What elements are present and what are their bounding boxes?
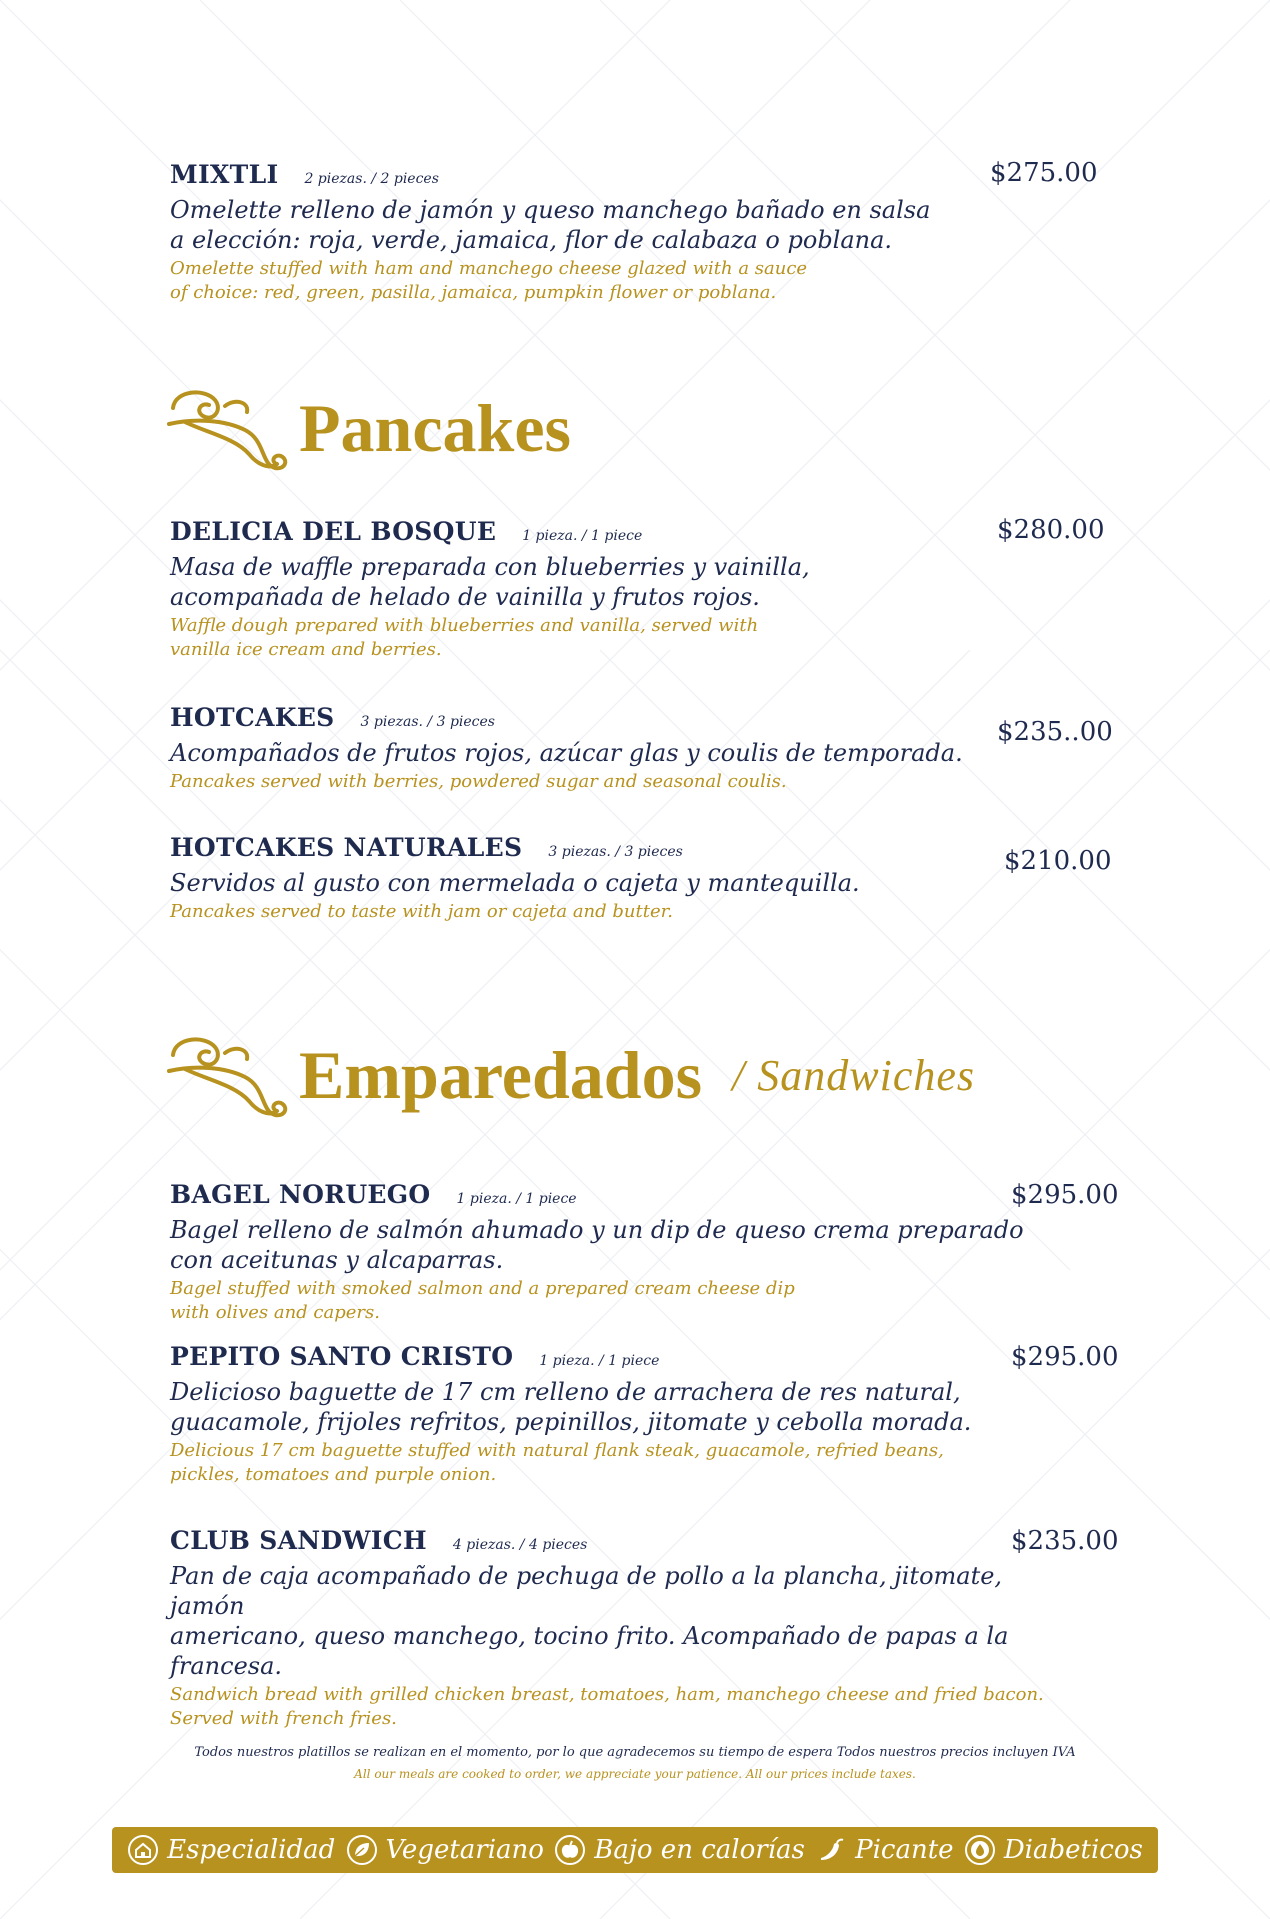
menu-item-bagel-noruego bbox=[170, 1180, 1070, 1325]
item-price: $295.00 bbox=[1011, 1180, 1119, 1210]
legend-label: Picante bbox=[855, 1835, 954, 1865]
item-description-en: Pancakes served with berries, powdered sugar and seasonal coulis. bbox=[170, 771, 787, 792]
chef-house-icon bbox=[127, 1834, 159, 1866]
item-price: $235.00 bbox=[1011, 1526, 1119, 1556]
item-qty: 1 pieza. / 1 piece bbox=[539, 1353, 660, 1369]
section-heading: Pancakes bbox=[299, 389, 571, 466]
item-name: PEPITO SANTO CRISTO bbox=[170, 1342, 514, 1371]
legend-item-especialidad bbox=[127, 1834, 335, 1866]
item-description-en: Pancakes served to taste with jam or cajeta and butter. bbox=[170, 901, 673, 922]
item-qty: 1 pieza. / 1 piece bbox=[456, 1191, 577, 1207]
item-description-es: Bagel relleno de salmón ahumado y un dip de queso crema preparado con aceitunas y alcaparras. bbox=[170, 1216, 1024, 1274]
chili-icon bbox=[815, 1834, 847, 1866]
item-qty: 2 piezas. / 2 pieces bbox=[304, 171, 439, 187]
flourish-ornament-icon bbox=[165, 378, 295, 478]
menu-item-hotcakes-naturales bbox=[170, 833, 1070, 924]
legend-label: Bajo en calorías bbox=[594, 1835, 805, 1865]
item-name: MIXTLI bbox=[170, 160, 279, 189]
legend-item-vegetariano bbox=[346, 1834, 544, 1866]
menu-item-mixtli bbox=[170, 160, 1070, 305]
item-name: DELICIA DEL BOSQUE bbox=[170, 517, 497, 546]
item-description-en: Sandwich bread with grilled chicken breast, tomatoes, ham, manchego cheese and fried bacon. Served with french fries. bbox=[170, 1684, 1044, 1729]
item-price: $280.00 bbox=[997, 515, 1105, 545]
diabetic-icon bbox=[964, 1834, 996, 1866]
legend-bar bbox=[112, 1827, 1158, 1873]
item-description-es: Masa de waffle preparada con blueberries y vainilla, acompañada de helado de vainilla y frutos rojos. bbox=[170, 553, 810, 611]
section-subheading: / Sandwiches bbox=[732, 1050, 976, 1100]
item-description-es: Servidos al gusto con mermelada o cajeta y mantequilla. bbox=[170, 869, 860, 897]
item-description-es: Acompañados de frutos rojos, azúcar glas y coulis de temporada. bbox=[170, 739, 963, 767]
item-price: $295.00 bbox=[1011, 1342, 1119, 1372]
item-description-en: Delicious 17 cm baguette stuffed with natural flank steak, guacamole, refried beans, pickles, tomatoes and purple onion. bbox=[170, 1440, 944, 1485]
legend-item-picante bbox=[815, 1834, 953, 1866]
item-name: CLUB SANDWICH bbox=[170, 1526, 427, 1555]
section-title-pancakes bbox=[165, 378, 571, 478]
item-qty: 3 piezas. / 3 pieces bbox=[548, 844, 683, 860]
leaf-icon bbox=[346, 1834, 378, 1866]
legend-item-diabeticos bbox=[964, 1834, 1143, 1866]
section-heading: Emparedados bbox=[299, 1036, 703, 1113]
section-title-sandwiches bbox=[165, 1025, 975, 1125]
item-description-es: Pan de caja acompañado de pechuga de pollo a la plancha, jitomate, jamón americano, queso manchego, tocino frito. Acompañado de papas a la francesa. bbox=[170, 1562, 1009, 1680]
item-price: $210.00 bbox=[1004, 846, 1112, 876]
legend-item-bajo-en-calorias bbox=[554, 1834, 805, 1866]
flourish-ornament-icon bbox=[165, 1025, 295, 1125]
item-description-es: Delicioso baguette de 17 cm relleno de arrachera de res natural, guacamole, frijoles refritos, pepinillos, jitomate y cebolla morada. bbox=[170, 1378, 972, 1436]
menu-item-pepito-santo-cristo bbox=[170, 1342, 1070, 1487]
item-description-en: Omelette stuffed with ham and manchego cheese glazed with a sauce of choice: red, green, pasilla, jamaica, pumpkin flower or poblana. bbox=[170, 258, 808, 303]
item-name: HOTCAKES NATURALES bbox=[170, 833, 523, 862]
item-qty: 1 pieza. / 1 piece bbox=[522, 528, 643, 544]
legend-label: Especialidad bbox=[167, 1835, 336, 1865]
item-qty: 3 piezas. / 3 pieces bbox=[360, 714, 495, 730]
legend-label: Vegetariano bbox=[385, 1835, 544, 1865]
item-price: $235..00 bbox=[997, 717, 1113, 747]
menu-item-delicia-del-bosque bbox=[170, 517, 1070, 662]
legend-label: Diabeticos bbox=[1003, 1835, 1143, 1865]
menu-item-hotcakes bbox=[170, 703, 1070, 794]
menu-item-club-sandwich bbox=[170, 1526, 1070, 1731]
item-description-en: Waffle dough prepared with blueberries and vanilla, served with vanilla ice cream and berries. bbox=[170, 615, 759, 660]
item-price: $275.00 bbox=[990, 158, 1098, 188]
item-qty: 4 piezas. / 4 pieces bbox=[452, 1537, 588, 1553]
item-name: BAGEL NORUEGO bbox=[170, 1180, 431, 1209]
item-name: HOTCAKES bbox=[170, 703, 335, 732]
footer-note-es: Todos nuestros platillos se realizan en el momento, por lo que agradecemos su tiempo de espera Todos nuestros precios incluyen IVA bbox=[194, 1745, 1076, 1760]
item-description-en: Bagel stuffed with smoked salmon and a prepared cream cheese dip with olives and capers. bbox=[170, 1278, 795, 1323]
item-description-es: Omelette relleno de jamón y queso manchego bañado en salsa a elección: roja, verde, jamaica, flor de calabaza o poblana. bbox=[170, 196, 931, 254]
apple-icon bbox=[554, 1834, 586, 1866]
footer-note-en: All our meals are cooked to order, we appreciate your patience. All our prices include taxes. bbox=[354, 1767, 916, 1781]
